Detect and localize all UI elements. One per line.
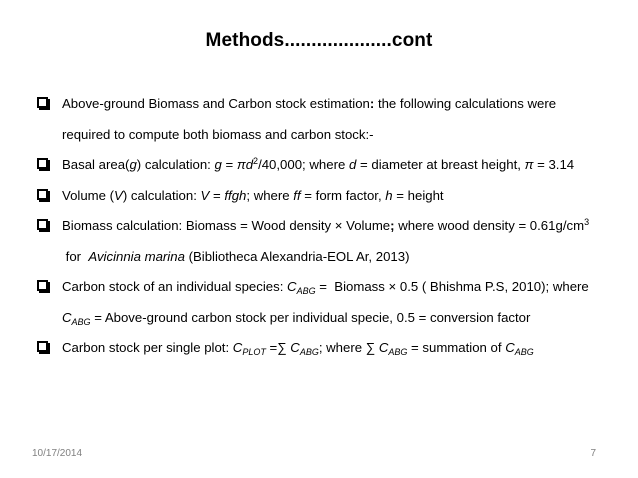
bullet-carbon-stock-species: Carbon stock of an individual species: $C_{ABG}$ = Biomass × 0.5 ( Bhishma P.S, 2010); where $C_{ABG}$ = Above-ground carbon stock per individual specie, 0.5 = conversion factor — [37, 272, 607, 333]
checkbox-bullet-icon — [37, 280, 48, 291]
bullet-carbon-stock-plot: Carbon stock per single plot: $C_{PLOT}$ =∑ $C_{ABG}$; where ∑ $C_{ABG}$ = summation of $C_{ABG}$ — [37, 333, 607, 364]
checkbox-bullet-icon — [37, 189, 48, 200]
bullet-volume: Volume (V) calculation: V = ffgh; where ff = form factor, h = height — [37, 181, 607, 212]
bullet-biomass-calculation: Biomass calculation: Biomass = Wood density × Volume; where wood density = $0.61g/cm^3$ for Avicinnia marina (Bibliotheca Alexandria-EOL Ar, 2013) — [37, 211, 607, 272]
footer-date: 10/17/2014 — [32, 448, 83, 459]
bullet-list — [37, 89, 607, 364]
checkbox-bullet-icon — [37, 158, 48, 169]
page-number: 7 — [590, 448, 596, 459]
bullet-basal-area: Basal area(g) calculation: $g = \pi d^2/40,000$; where d = diameter at breast height, π = 3.14 — [37, 150, 607, 181]
slide-title: Methods....................cont — [205, 30, 433, 51]
checkbox-bullet-icon — [37, 219, 48, 230]
checkbox-bullet-icon — [37, 341, 48, 352]
bullet-biomass-carbon-estimation: Above-ground Biomass and Carbon stock estimation: the following calculations were required to compute both biomass and carbon stock:- — [37, 89, 607, 150]
checkbox-bullet-icon — [37, 97, 48, 108]
